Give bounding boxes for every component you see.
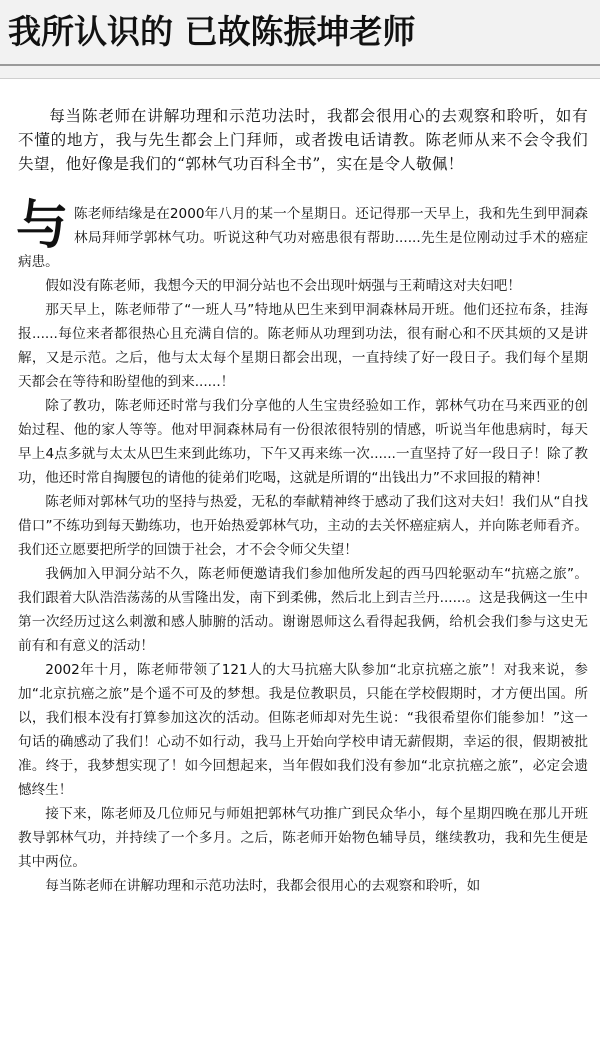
article-body xyxy=(16,195,588,898)
title-rule xyxy=(0,64,600,66)
article-paragraph-4: 除了教功，陈老师还时常与我们分享他的人生宝贵经验如工作，郭林气功在马来西亚的创始过程、他的家人等等。他对甲洞森林局有一份很浓很特别的情感，听说当年他患病时，每天早上4点多就与太太从巴生来到此练功，下午又再来练一次......一直坚持了好一段日子！除了教功，他还时常自掏腰包的请他的徒弟们吃喝，这就是所谓的“出钱出力”不求回报的精神！ xyxy=(18,398,588,486)
paragraph-1-text: 陈老师结缘是在2000年八月的某一个星期日。还记得那一天早上，我和先生到甲洞森林局拜师学郭林气功。听说这种气功对癌患很有帮助......先生是位刚动过手术的癌症病患。 xyxy=(18,206,588,270)
title-bar xyxy=(0,0,600,79)
drop-cap: 与 xyxy=(16,195,69,256)
article-paragraph-3: 那天早上，陈老师带了“一班人马”特地从巴生来到甲洞森林局开班。他们还拉布条，挂海报......每位来者都很热心且充满自信的。陈老师从功理到功法，很有耐心和不厌其烦的又是讲解，又是示范。之后，他与太太每个星期日都会出现，一直持续了好一段日子。我们每个星期天都会在等待和盼望他的到来......！ xyxy=(18,302,588,390)
article-paragraph-6: 我俩加入甲洞分站不久，陈老师便邀请我们参加他所发起的西马四轮驱动车“抗癌之旅”。我们跟着大队浩浩荡荡的从雪隆出发，南下到柔佛，然后北上到吉兰丹......。这是我俩这一生中第一次经历过这么刺激和感人肺腑的活动。谢谢恩师这么看得起我俩，给机会我们参与这史无前有和有意义的活动！ xyxy=(18,566,588,654)
article-paragraph-1 xyxy=(16,195,588,274)
intro-paragraph: 每当陈老师在讲解功理和示范功法时，我都会很用心的去观察和聆听，如有不懂的地方，我与先生都会上门拜师，或者拨电话请教。陈老师从来不会令我们失望，他好像是我们的“郭林气功百科全书”，实在是令人敬佩！ xyxy=(18,107,588,173)
page-title: 我所认识的 已故陈振坤老师 xyxy=(8,12,416,51)
article-paragraph-5: 陈老师对郭林气功的坚持与热爱，无私的奉献精神终于感动了我们这对夫妇！我们从“自找借口”不练功到每天勤练功，也开始热爱郭林气功，主动的去关怀癌症病人，并向陈老师看齐。我们还立愿要把所学的回馈于社会，才不会令师父失望！ xyxy=(18,494,588,558)
content xyxy=(18,104,588,898)
article-paragraph-8: 接下来，陈老师及几位师兄与师姐把郭林气功推广到民众华小，每个星期四晚在那儿开班教导郭林气功，并持续了一个多月。之后，陈老师开始物色辅导员，继续教功，我和先生便是其中两位。 xyxy=(18,806,588,870)
article-paragraph-7: 2002年十月，陈老师带领了121人的大马抗癌大队参加“北京抗癌之旅”！对我来说，参加“北京抗癌之旅”是个遥不可及的梦想。我是位教职员，只能在学校假期时，才方便出国。所以，我们根本没有打算参加这次的活动。但陈老师却对先生说：“我很希望你们能参加！”这一句话的确感动了我们！心动不如行动，我马上开始向学校申请无薪假期，幸运的很，假期被批准。终于，我梦想实现了！如今回想起来，当年假如我们没有参加“北京抗癌之旅”，必定会遗憾终生！ xyxy=(18,662,588,798)
article-paragraph-9: 每当陈老师在讲解功理和示范功法时，我都会很用心的去观察和聆听，如 xyxy=(45,878,481,894)
article-paragraph-2: 假如没有陈老师，我想今天的甲洞分站也不会出现叶炳强与王莉晴这对夫妇吧！ xyxy=(45,278,521,294)
